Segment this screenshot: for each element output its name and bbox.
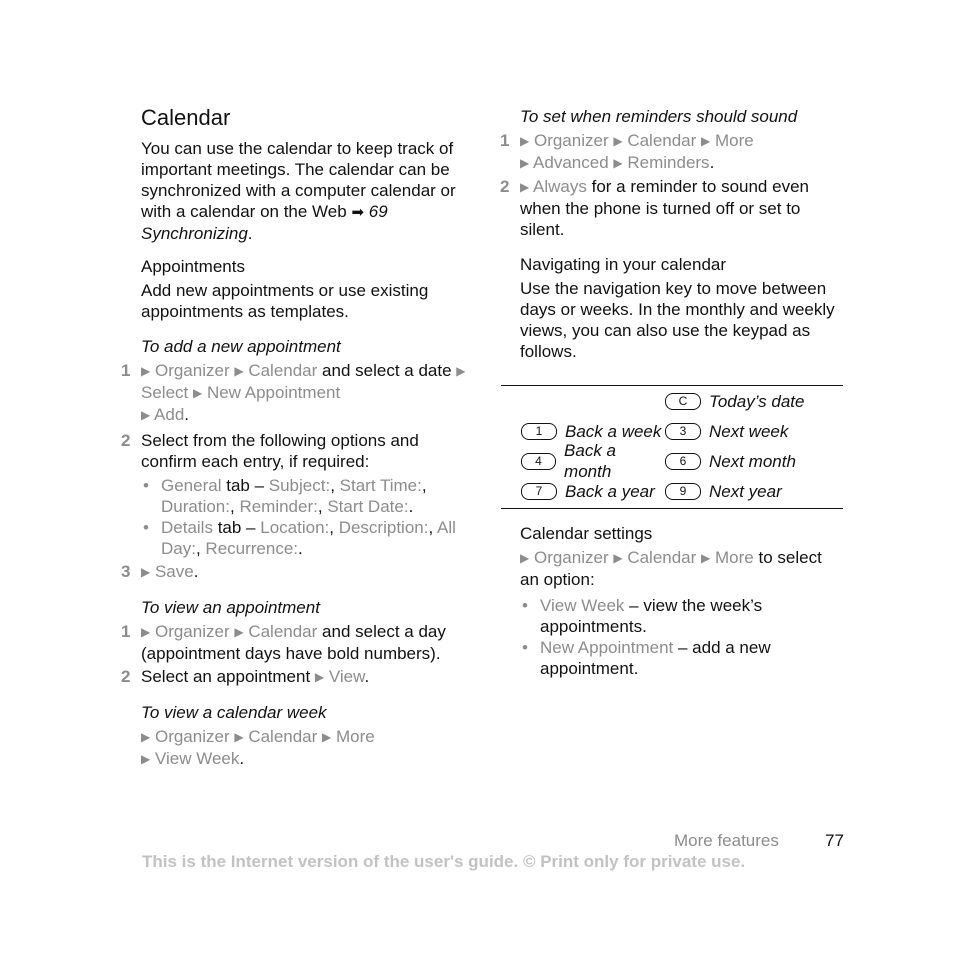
menu-path-item: Always xyxy=(533,177,587,196)
option-name: Location: xyxy=(260,518,330,537)
menu-path-item: More xyxy=(336,727,375,746)
option-text: – view the week’s appointments. xyxy=(540,596,763,636)
list-item xyxy=(500,176,845,240)
settings-path xyxy=(520,547,845,590)
key-label: Next year xyxy=(709,481,782,501)
key-c-icon: C xyxy=(665,393,701,410)
page-title: Calendar xyxy=(141,105,231,130)
list-item xyxy=(121,430,471,559)
appointments-heading: Appointments xyxy=(141,257,245,276)
key-7-icon: 7 xyxy=(521,483,557,500)
menu-arrow-icon: ▶ xyxy=(234,730,244,744)
step-number: 2 xyxy=(121,667,131,686)
list-item xyxy=(522,595,845,637)
key-label: Today’s date xyxy=(709,391,805,411)
menu-arrow-icon: ▶ xyxy=(314,670,325,684)
key-3-icon: 3 xyxy=(665,423,701,440)
bullet-icon: • xyxy=(522,596,528,615)
menu-arrow-icon: ▶ xyxy=(520,551,530,565)
key-6-icon: 6 xyxy=(665,453,701,470)
menu-arrow-icon: ▶ xyxy=(520,180,530,194)
menu-path-item: Reminders xyxy=(627,153,710,172)
step-text: Select from the following options and confirm each entry, if required: xyxy=(141,431,419,471)
option-name: Description: xyxy=(338,518,429,537)
menu-arrow-icon: ▶ xyxy=(141,364,151,378)
left-column xyxy=(121,104,471,770)
menu-path-item: Organizer xyxy=(533,131,609,150)
table-row xyxy=(501,386,843,416)
menu-arrow-icon: ▶ xyxy=(520,134,530,148)
menu-arrow-icon: ▶ xyxy=(234,625,244,639)
menu-arrow-icon: ▶ xyxy=(456,364,466,378)
intro-body: You can use the calendar to keep track of important meetings. The calendar can be synchronized with a computer calendar or with a calendar on the Web xyxy=(141,139,456,221)
menu-arrow-icon: ▶ xyxy=(141,408,151,422)
section-name: More features xyxy=(674,831,779,850)
step-text: and select a date xyxy=(322,361,452,380)
key-cell xyxy=(501,440,665,482)
list-item: • General tab – Subject:, Start Time:, Duration:, Reminder:, Start Date:. xyxy=(143,476,427,516)
step-number: 2 xyxy=(500,177,510,196)
menu-arrow-icon: ▶ xyxy=(701,551,711,565)
key-cell xyxy=(665,421,788,442)
menu-path-item: Organizer xyxy=(154,622,230,641)
navigating-text: Use the navigation key to move between days or weeks. In the monthly and weekly views, you can also use the keypad as follows. xyxy=(520,279,835,361)
option-text: – add a new appointment. xyxy=(540,638,771,678)
bullet-icon: • xyxy=(143,518,149,537)
bullet-icon: • xyxy=(143,476,149,495)
option-name: New Appointment xyxy=(540,638,674,657)
list-item xyxy=(522,637,845,679)
menu-arrow-icon: ▶ xyxy=(141,565,151,579)
menu-arrow-icon: ▶ xyxy=(613,551,623,565)
list-item: 2 Select an appointment ▶ View. xyxy=(121,667,370,686)
option-name: Details xyxy=(161,518,213,537)
menu-path-item: View Week xyxy=(154,749,240,768)
menu-arrow-icon: ▶ xyxy=(613,134,623,148)
option-name: General xyxy=(161,476,222,495)
step-number: 2 xyxy=(121,431,131,450)
menu-arrow-icon: ▶ xyxy=(701,134,711,148)
appointments-text: Add new appointments or use existing appointments as templates. xyxy=(141,281,429,321)
key-cell xyxy=(501,421,665,442)
key-cell xyxy=(665,391,804,412)
reminders-heading: To set when reminders should sound xyxy=(520,107,798,126)
settings-section xyxy=(520,523,845,679)
key-cell xyxy=(501,481,665,502)
menu-path-item: View xyxy=(328,667,365,686)
menu-arrow-icon: ▶ xyxy=(141,752,151,766)
option-text: tab – xyxy=(217,518,256,537)
option-name: Duration: xyxy=(161,497,230,516)
menu-path-item: Add xyxy=(154,405,185,424)
option-list xyxy=(141,475,471,559)
menu-arrow-icon: ▶ xyxy=(520,156,530,170)
list-item: 3 ▶ Save. xyxy=(121,562,199,581)
list-item: 1 ▶ Organizer ▶ Calendar ▶ More ▶ Advanced ▶ Reminders. xyxy=(500,131,754,172)
menu-path-item: Organizer xyxy=(154,361,230,380)
option-name: Subject: xyxy=(268,476,331,495)
menu-path-item: More xyxy=(715,131,754,150)
step-text: for a reminder to sound even when the phone is turned off or set to silent. xyxy=(520,177,809,239)
key-cell xyxy=(665,451,796,472)
step-text: Select an appointment xyxy=(141,667,311,686)
view-appointment-heading: To view an appointment xyxy=(141,598,320,617)
key-1-icon: 1 xyxy=(521,423,557,440)
bullet-icon: • xyxy=(522,638,528,657)
menu-path-item: Calendar xyxy=(248,727,318,746)
key-label: Next week xyxy=(709,421,789,441)
view-appointment-steps xyxy=(121,621,471,688)
settings-option-list xyxy=(520,595,845,679)
key-9-icon: 9 xyxy=(665,483,701,500)
page-number: 77 xyxy=(825,831,844,850)
table-row xyxy=(501,441,843,481)
menu-path-item: Calendar xyxy=(627,548,697,567)
list-item xyxy=(121,621,471,664)
arrow-right-icon: ➡ xyxy=(351,204,365,221)
key-cell xyxy=(665,481,782,502)
menu-path-item: Organizer xyxy=(533,548,609,567)
menu-path-item: New Appointment xyxy=(206,383,341,402)
key-label: Next month xyxy=(709,451,796,471)
right-column xyxy=(500,106,845,362)
menu-arrow-icon: ▶ xyxy=(234,364,244,378)
step-number: 1 xyxy=(121,361,131,380)
menu-arrow-icon: ▶ xyxy=(322,730,332,744)
menu-arrow-icon: ▶ xyxy=(192,386,203,400)
table-row xyxy=(501,476,843,506)
intro-text: You can use the calendar to keep track of important meetings. The calendar can be synchronized with a computer calendar or with a calendar on the Web ➡ 69 Synchronizing. xyxy=(141,139,456,243)
menu-arrow-icon: ▶ xyxy=(613,156,623,170)
key-4-icon: 4 xyxy=(521,453,556,470)
keypad-table xyxy=(501,385,843,509)
menu-path-item: Select xyxy=(141,383,189,402)
footer-note: This is the Internet version of the user's guide. © Print only for private use. xyxy=(142,852,746,871)
step-text: and select a day (appointment days have bold numbers). xyxy=(141,622,446,663)
list-item: • Details tab – Location:, Description:, All Day:, Recurrence:. xyxy=(143,518,456,558)
menu-path-item: Calendar xyxy=(627,131,697,150)
menu-path-item: Advanced xyxy=(533,153,609,172)
list-item: 1 ▶ Organizer ▶ Calendar and select a date ▶ Select ▶ New Appointment ▶ Add. xyxy=(121,361,466,424)
add-appointment-steps xyxy=(121,360,471,583)
settings-heading: Calendar settings xyxy=(520,524,653,543)
key-label: Back a week xyxy=(565,421,662,441)
menu-arrow-icon: ▶ xyxy=(141,730,151,744)
step-text: to select an option: xyxy=(520,548,822,589)
option-name: Start Date: xyxy=(327,497,409,516)
key-label: Back a year xyxy=(565,481,655,501)
intro-link[interactable]: 69 Synchronizing xyxy=(141,202,388,243)
menu-path-item: Organizer xyxy=(154,727,230,746)
add-appointment-heading: To add a new appointment xyxy=(141,337,341,356)
option-name: Recurrence: xyxy=(205,539,299,558)
view-week-heading: To view a calendar week xyxy=(141,703,327,722)
step-number: 3 xyxy=(121,562,131,581)
menu-path-item: Calendar xyxy=(248,622,318,641)
menu-path-item: Calendar xyxy=(248,361,318,380)
option-name: Start Time: xyxy=(339,476,422,495)
step-number: 1 xyxy=(500,131,510,150)
option-text: tab – xyxy=(226,476,265,495)
menu-path-item: Save xyxy=(154,562,194,581)
menu-arrow-icon: ▶ xyxy=(141,625,151,639)
option-name: All Day: xyxy=(161,518,456,558)
menu-path-item: More xyxy=(715,548,754,567)
navigating-heading: Navigating in your calendar xyxy=(520,255,727,274)
reminder-steps xyxy=(500,130,845,240)
key-label: Back a month xyxy=(564,441,617,481)
view-week-path: ▶ Organizer ▶ Calendar ▶ More ▶ View Week. xyxy=(141,727,375,768)
option-name: Reminder: xyxy=(239,497,318,516)
step-number: 1 xyxy=(121,622,131,641)
option-name: View Week xyxy=(540,596,625,615)
